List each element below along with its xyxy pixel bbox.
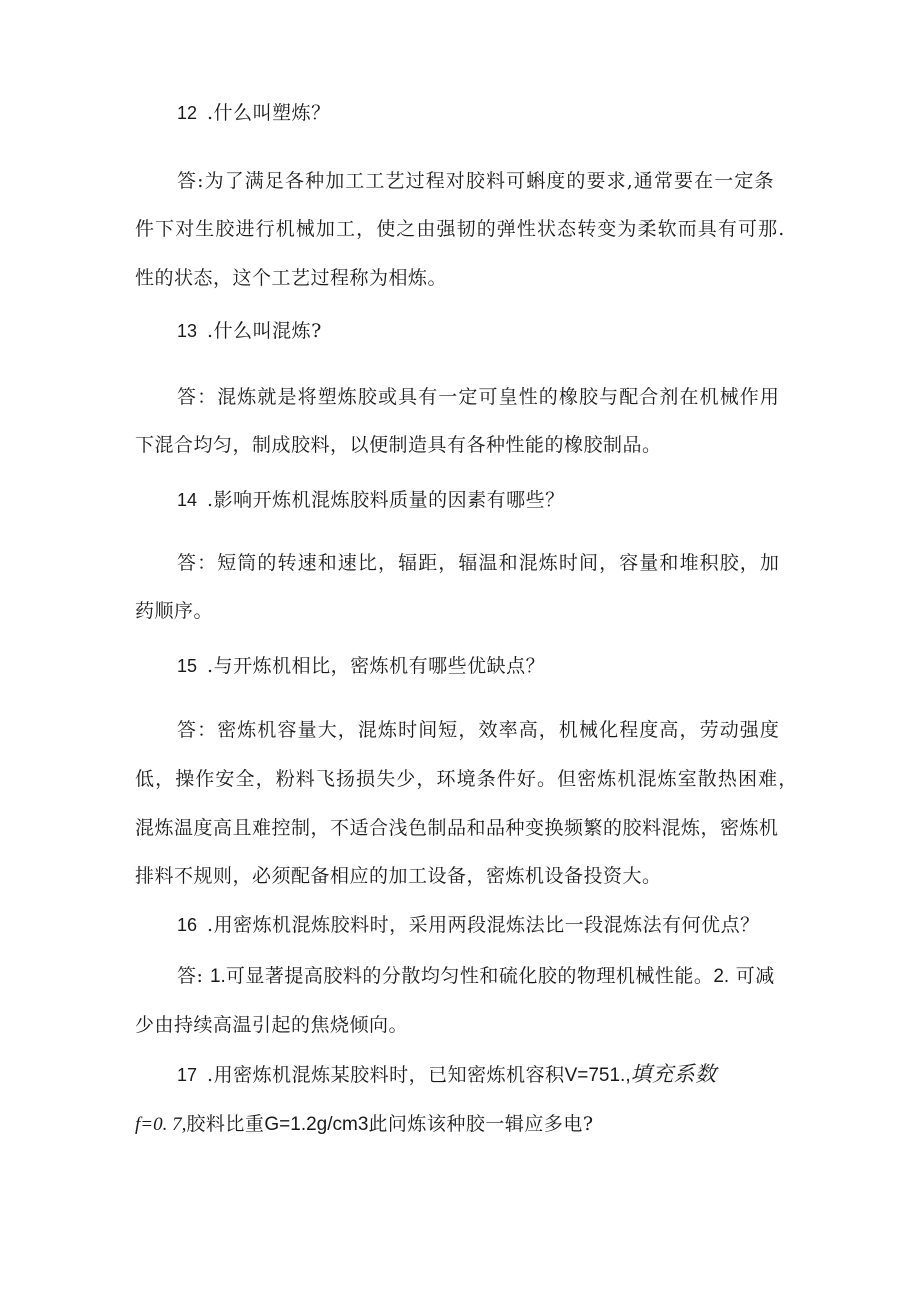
question-15 [177, 653, 545, 679]
question-number: 16 [177, 915, 198, 935]
fill-factor-value: f=0. 7, [135, 1114, 187, 1135]
answer-15-line-1: 答：密炼机容量大，混炼时间短，效率高，机械化程度高，劳动强度 [177, 719, 781, 741]
answer-14-line-1: 答：短筒的转速和速比，辐距，辐温和混炼时间，容量和堆积胶，加 [177, 552, 781, 574]
question-text: .用密炼机混炼胶料时，采用两段混炼法比一段混炼法有何优点？ [207, 914, 760, 936]
answer-prefix: 答: [177, 965, 204, 987]
volume-value: V=751., [564, 1065, 631, 1086]
question-text: .什么叫塑炼？ [207, 102, 331, 124]
list-marker-2: 2. [713, 966, 730, 987]
question-16 [177, 912, 760, 938]
answer-12-line-1: 答:为了满足各种加工工艺过程对胶料可蝌度的要求,通常要在一定条 [177, 170, 775, 192]
list-marker-1: 1. [209, 966, 226, 987]
answer-15-line-3: 混炼温度高且难控制，不适合浅色制品和品种变换频繁的胶料混炼，密炼机 [135, 817, 779, 839]
question-number: 15 [177, 656, 198, 676]
question-12 [177, 100, 331, 126]
answer-13-line-1: 答：混炼就是将塑炼胶或具有一定可皇性的橡胶与配合剂在机械作用 [177, 386, 781, 408]
answer-14-line-2: 药顺序。 [135, 600, 214, 622]
question-text: .影响开炼机混炼胶料质量的因素有哪些？ [207, 489, 565, 511]
question-17-line-2 [135, 1111, 594, 1138]
answer-16-line-2: 少由持续高温引起的焦烧倾向。 [135, 1014, 409, 1036]
question-13 [177, 318, 322, 344]
question-text: .什么叫混炼? [207, 320, 322, 342]
question-text-part-1: .用密炼机混炼某胶料时，已知密炼机容积 [207, 1064, 565, 1086]
question-text-part-4: 此问炼该种胶一辑应多电? [368, 1113, 594, 1135]
question-text-part-3: 胶料比重 [186, 1113, 265, 1135]
question-17 [177, 1061, 717, 1089]
question-number: 14 [177, 490, 198, 510]
question-number: 13 [177, 321, 198, 341]
answer-12-line-3: 性的状态，这个工艺过程称为相炼。 [135, 267, 448, 289]
question-text: .与开炼机相比，密炼机有哪些优缺点？ [207, 655, 546, 677]
answer-point-2-start: 可减 [735, 965, 775, 987]
answer-15-line-4: 排料不规则，必须配备相应的加工设备，密炼机设备投资大。 [135, 865, 662, 887]
answer-point-1: 可显著提高胶料的分散均匀性和硫化胶的物理机械性能。 [225, 965, 714, 987]
answer-13-line-2: 下混合均匀，制成胶料，以便制造具有各种性能的橡胶制品。 [135, 434, 662, 456]
question-number: 12 [177, 103, 198, 123]
answer-16-line-1 [177, 963, 775, 990]
answer-15-line-2: 低，操作安全，粉料飞扬损失少，环境条件好。但密炼机混炼室散热困难， [135, 768, 799, 790]
question-text-part-2: 填充系数 [630, 1062, 717, 1086]
answer-12-line-2: 件下对生胶进行机械加工，使之由强韧的弹性状态转变为柔软而具有可那. [135, 218, 786, 240]
density-value: G=1.2g/cm3 [264, 1114, 369, 1135]
question-number: 17 [177, 1065, 198, 1085]
question-14 [177, 487, 565, 513]
